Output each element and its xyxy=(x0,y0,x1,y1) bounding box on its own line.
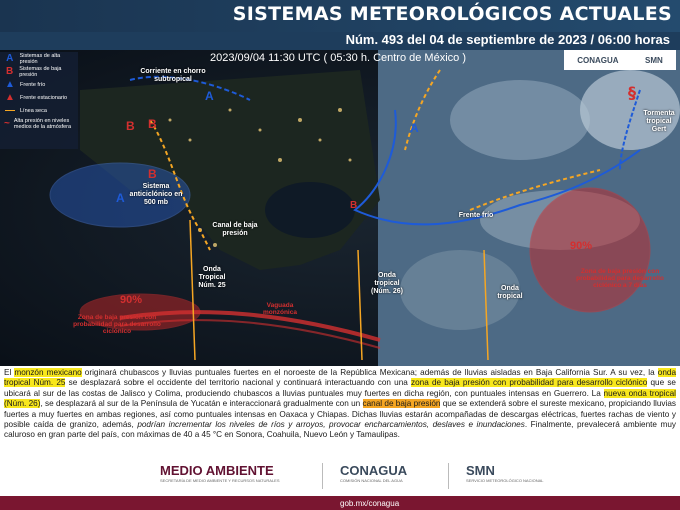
smn-logo-text: SMN xyxy=(466,463,495,478)
highlight-zone: zona de baja presión con probabilidad para desarrollo ciclónico xyxy=(411,378,648,388)
label-tropical-wave-26: Onda tropical (Núm. 26) xyxy=(371,272,403,295)
legend-label: Frente frío xyxy=(20,81,46,88)
legend-item xyxy=(0,117,78,130)
label-anticyclone: Sistema anticiclónico en 500 mb xyxy=(129,183,183,206)
high-pressure-marker: A xyxy=(410,121,419,135)
stationary-front-icon: ▲ xyxy=(5,92,15,103)
highlight-wave26: nueva onda tropical (Núm. 26) xyxy=(4,388,677,409)
semarnat-logo-text: MEDIO AMBIENTE xyxy=(160,463,274,478)
divider xyxy=(448,463,449,489)
gulf-of-mexico xyxy=(265,182,358,238)
footer xyxy=(0,457,680,510)
legend-label: Frente estacionario xyxy=(20,94,68,101)
label-tropical-storm: Tormenta tropical Gert xyxy=(643,110,675,133)
mid-level-high-icon: ~ xyxy=(4,118,10,129)
probability-west: 90% xyxy=(120,294,143,306)
bulletin-number: Núm. 493 del 04 de septiembre de 2023 / 06:00 horas xyxy=(345,32,670,47)
low-pressure-marker: B xyxy=(350,200,358,211)
semarnat-logo-sub: SECRETARÍA DE MEDIO AMBIENTE Y RECURSOS NATURALES xyxy=(160,478,280,483)
cold-front-icon: ▲ xyxy=(5,79,15,90)
highlight-monsoon: monzón mexicano xyxy=(14,368,82,377)
text-segment: se desplazará sobre el occidente del territorio nacional y continuará interactuando con una xyxy=(65,378,412,388)
legend-label: Sistemas de baja presión xyxy=(19,65,62,78)
legend-item xyxy=(0,65,78,78)
low-pressure-marker: B xyxy=(126,119,135,133)
text-segment: que se ubicará al sur de las costas de Jalisco y Colima, produciendo chubascos a lluvias puntuales muy fuertes en dicha región, con puntuales intensas en Guerrero. La xyxy=(4,378,676,398)
label-low-zone-east: Zona de baja presión con probabilidad para desarrollo ciclónico a 7 días xyxy=(576,268,664,289)
highlight-channel: canal de baja presión xyxy=(362,399,441,409)
low-pressure-marker: B xyxy=(148,117,157,131)
label-monsoon-trough: Vaguada monzónica xyxy=(263,302,297,316)
conagua-footer-logo xyxy=(340,463,407,483)
dry-line-icon: — xyxy=(5,105,15,116)
text-segment: originará chubascos y lluvias puntuales fuertes en el noroeste de la República Mexicana; además de lluvias aisladas en Baja California Sur. A su vez, la xyxy=(81,368,658,377)
cloud-mass xyxy=(450,80,590,160)
label-tropical-wave-25: Onda Tropical Núm. 25 xyxy=(198,266,226,289)
legend-item xyxy=(0,78,78,91)
low-pressure-icon: B xyxy=(6,66,14,77)
smn-footer-logo xyxy=(466,463,544,483)
satellite-timestamp: 2023/09/04 11:30 UTC ( 05:30 h. Centro de México ) xyxy=(210,52,466,64)
conagua-logo: CONAGUA xyxy=(577,55,619,65)
text-emphasis: podrían incrementar los niveles de ríos y arroyos, provocar encharcamientos, deslaves e inundaciones xyxy=(137,420,525,430)
legend-label: Línea seca xyxy=(20,107,47,114)
high-pressure-icon: A xyxy=(6,53,14,64)
label-cold-front: Frente frío xyxy=(458,212,494,219)
divider xyxy=(322,463,323,489)
text-segment: El xyxy=(4,368,15,377)
legend-label: Sistemas de alta presión xyxy=(19,52,61,65)
text-segment: . Finalmente, prevalecerá ambiente muy caluroso en gran parte del país, con máximas de 40 a 45 °C en Sonora, Coahuila, Nuevo León y Tamaulipas. xyxy=(4,420,676,440)
smn-logo-sub: SERVICIO METEOROLÓGICO NACIONAL xyxy=(466,478,544,483)
low-pressure-marker: B xyxy=(148,167,157,181)
map-legend xyxy=(0,52,78,149)
conagua-logo-text: CONAGUA xyxy=(340,463,408,478)
label-low-channel: Canal de baja presión xyxy=(212,222,258,237)
text-segment: que se extenderá sobre el sureste mexicano, propiciando lluvias fuertes a muy fuertes en ambas regiones, así como puntuales intensas en Oaxaca y Chiapas. Dichas lluvias estarán acompañadas de descargas eléctricas, fuertes rachas de viento y posible caída de granizo, además, xyxy=(4,399,676,430)
top-logos xyxy=(564,50,676,70)
subheader-bar xyxy=(0,32,680,50)
probability-east: 90% xyxy=(570,240,593,252)
legend-item xyxy=(0,104,78,117)
page-title: SISTEMAS METEOROLÓGICOS ACTUALES xyxy=(232,3,672,25)
legend-item xyxy=(0,52,78,65)
legend-item xyxy=(0,91,78,104)
conagua-logo-sub: COMISIÓN NACIONAL DEL AGUA xyxy=(340,478,403,483)
tropical-storm-icon: § xyxy=(628,83,636,102)
website-link[interactable]: gob.mx/conagua xyxy=(340,499,400,508)
label-low-zone-west: Zona de baja presión con probabilidad para desarrollo ciclónico xyxy=(73,314,161,335)
smn-logo: SMN xyxy=(645,55,663,65)
semarnat-logo xyxy=(160,463,280,483)
high-pressure-marker: A xyxy=(205,89,214,103)
legend-label: Alta presión en niveles medios de la atmósfera xyxy=(13,117,72,130)
label-tropical-wave-east: Onda tropical xyxy=(497,285,523,300)
text-segment: , se desplazará al sur de la Península de Yucatán e interaccionará gradualmente con un xyxy=(40,399,363,409)
header-bar xyxy=(0,0,680,32)
footer-social-bar xyxy=(0,496,680,510)
label-jet-stream: Corriente en chorro subtropical xyxy=(140,68,206,83)
bulletin-text xyxy=(0,366,680,457)
high-pressure-marker: A xyxy=(116,191,125,205)
highlight-wave25: onda tropical Núm. 25 xyxy=(4,368,676,388)
